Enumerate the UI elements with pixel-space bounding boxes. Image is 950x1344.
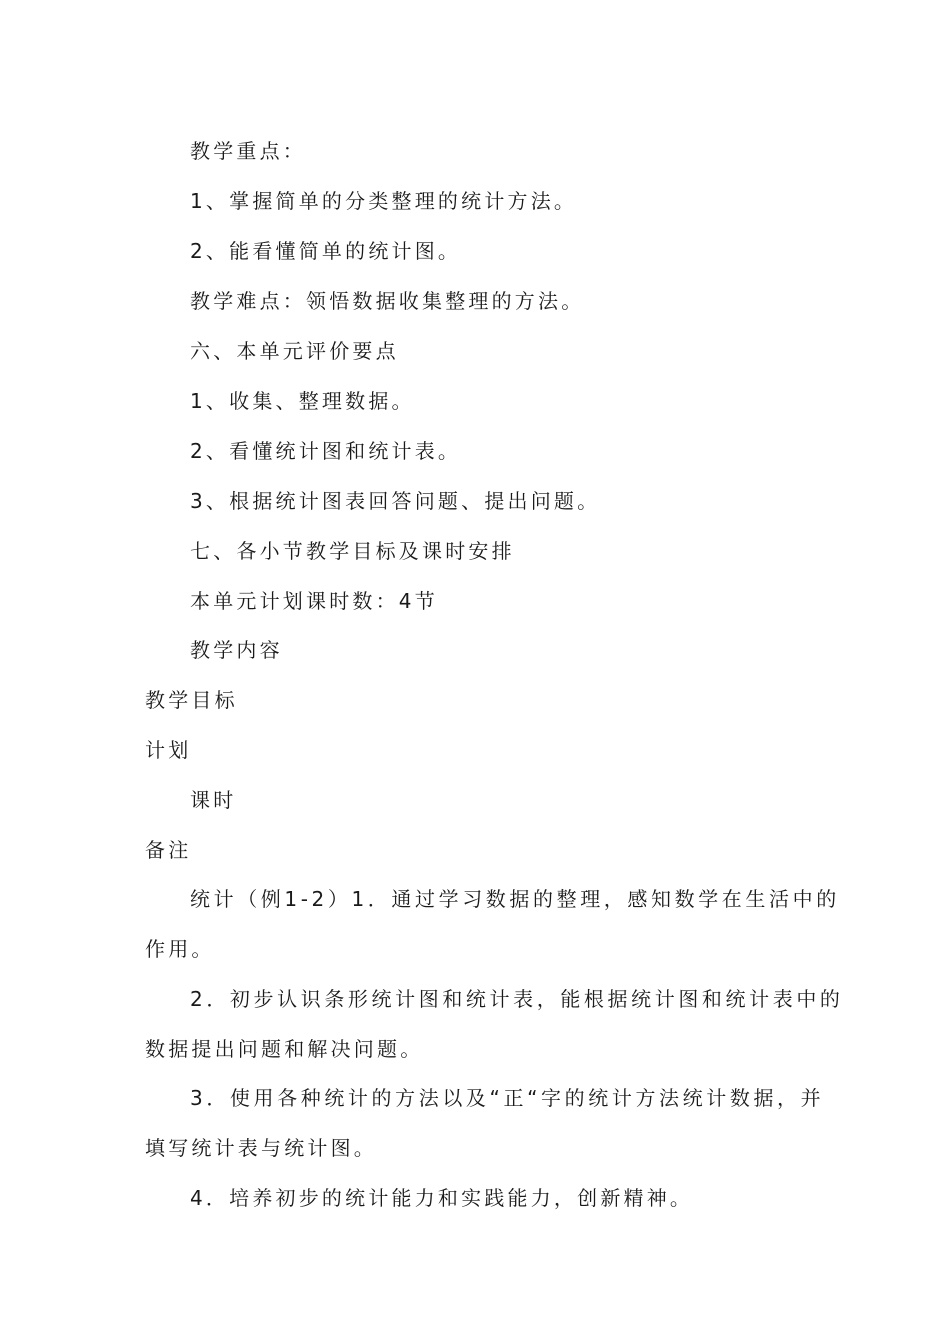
table-header-goals: 教学目标	[145, 688, 238, 712]
table-header-notes: 备注	[145, 838, 192, 862]
goal-3-line-2: 填写统计表与统计图。	[145, 1136, 377, 1160]
section-6-heading: 六、本单元评价要点	[190, 339, 399, 363]
key-point-1: 1、掌握简单的分类整理的统计方法。	[190, 189, 578, 213]
table-header-content: 教学内容	[190, 638, 283, 662]
total-lessons-line: 本单元计划课时数：4节	[190, 589, 438, 613]
goal-1-line-2: 作用。	[145, 937, 215, 961]
eval-point-3: 3、根据统计图表回答问题、提出问题。	[190, 489, 601, 513]
heading-key-points: 教学重点：	[190, 139, 306, 163]
goal-2-line-2: 数据提出问题和解决问题。	[145, 1037, 424, 1061]
table-header-lessons: 课时	[190, 788, 237, 812]
goal-1-line-1: 统计（例1-2）1．通过学习数据的整理，感知数学在生活中的	[190, 887, 840, 911]
key-point-2: 2、能看懂简单的统计图。	[190, 239, 462, 263]
eval-point-2: 2、看懂统计图和统计表。	[190, 439, 462, 463]
difficulty-line: 教学难点：领悟数据收集整理的方法。	[190, 289, 585, 313]
goal-2-line-1: 2．初步认识条形统计图和统计表，能根据统计图和统计表中的	[190, 987, 844, 1011]
goal-3-line-1: 3．使用各种统计的方法以及“正“字的统计方法统计数据，并	[190, 1086, 825, 1110]
eval-point-1: 1、收集、整理数据。	[190, 389, 415, 413]
goal-4-line: 4．培养初步的统计能力和实践能力，创新精神。	[190, 1186, 694, 1210]
table-header-plan: 计划	[145, 738, 192, 762]
section-7-heading: 七、各小节教学目标及课时安排	[190, 539, 515, 563]
